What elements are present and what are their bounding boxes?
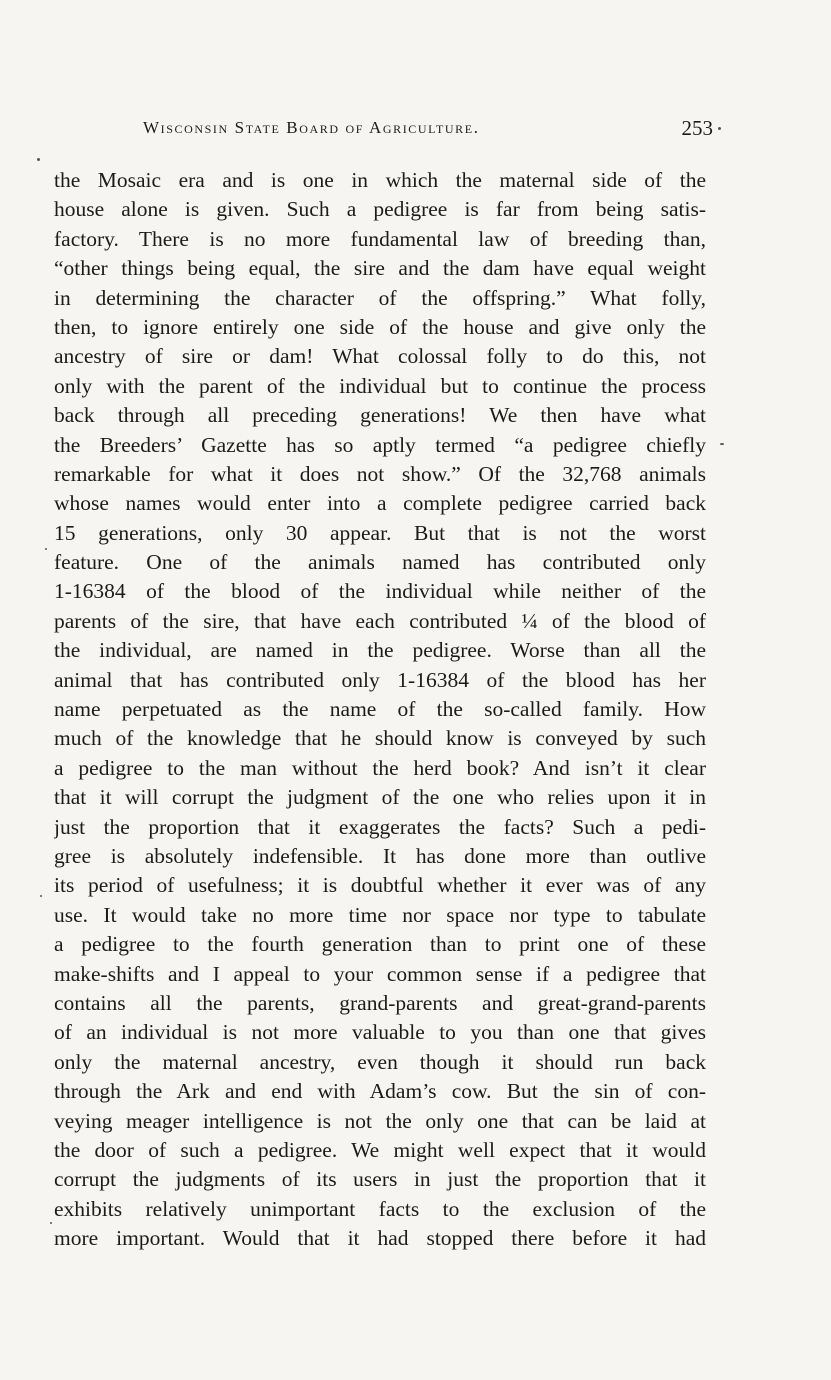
text-line: 1-16384 of the blood of the individual while neither of the <box>54 579 706 604</box>
text-line: in determining the character of the offspring.” What folly, <box>54 285 706 310</box>
text-line: the Mosaic era and is one in which the maternal side of the <box>54 168 706 192</box>
body-text <box>54 166 706 1253</box>
page-number: 253 <box>681 116 713 140</box>
text-line: the Breeders’ Gazette has so aptly termed “a pedigree chiefly <box>54 432 706 457</box>
text-line: a pedigree to the man without the herd book? And isn’t it clear <box>54 755 706 780</box>
text-line: just the proportion that it exaggerates the facts? Such a pedi- <box>54 814 706 839</box>
text-line: veying meager intelligence is not the only one that can be laid at <box>54 1108 706 1133</box>
text-line: parents of the sire, that have each contributed ¼ of the blood of <box>54 608 706 633</box>
text-line: use. It would take no more time nor space nor type to tabulate <box>54 902 706 927</box>
text-line: back through all preceding generations! We then have what <box>54 403 706 428</box>
text-line: feature. One of the animals named has contributed only <box>54 550 706 575</box>
text-line: the individual, are named in the pedigree. Worse than all the <box>54 638 706 663</box>
text-line: ancestry of sire or dam! What colossal folly to do this, not <box>54 344 706 369</box>
scan-speck <box>50 1222 52 1224</box>
text-line: then, to ignore entirely one side of the house and give only the <box>54 314 706 339</box>
text-line: through the Ark and end with Adam’s cow. But the sin of con- <box>54 1079 706 1104</box>
text-line: animal that has contributed only 1-16384 of the blood has her <box>54 667 706 692</box>
text-line: more important. Would that it had stopped there before it had <box>54 1226 706 1251</box>
text-line: name perpetuated as the name of the so-called family. How <box>54 697 706 722</box>
running-head-title: Wisconsin State Board of Agriculture. <box>143 118 480 137</box>
scan-speck <box>45 548 47 550</box>
text-line: 15 generations, only 30 appear. But that is not the worst <box>54 520 706 545</box>
text-line: much of the knowledge that he should know is conveyed by such <box>54 726 706 751</box>
text-line: corrupt the judgments of its users in just the proportion that it <box>54 1167 706 1192</box>
scan-speck <box>40 895 42 897</box>
text-line: remarkable for what it does not show.” Of the 32,768 animals <box>54 461 706 486</box>
text-line: contains all the parents, grand-parents and great-grand-parents <box>54 990 706 1015</box>
text-line: only the maternal ancestry, even though it should run back <box>54 1049 706 1074</box>
scan-speck <box>720 443 724 445</box>
text-line: “other things being equal, the sire and the dam have equal weight <box>54 256 706 281</box>
text-line: its period of usefulness; it is doubtful whether it ever was of any <box>54 873 706 898</box>
text-line: factory. There is no more fundamental law of breeding than, <box>54 226 706 251</box>
text-line: whose names would enter into a complete pedigree carried back <box>54 491 706 516</box>
scan-speck <box>718 127 721 130</box>
text-line: make-shifts and I appeal to your common sense if a pedigree that <box>54 961 706 986</box>
text-line: only with the parent of the individual but to continue the process <box>54 373 706 398</box>
text-line: of an individual is not more valuable to you than one that gives <box>54 1020 706 1045</box>
text-line: exhibits relatively unimportant facts to the exclusion of the <box>54 1196 706 1221</box>
text-line: a pedigree to the fourth generation than to print one of these <box>54 932 706 957</box>
scan-speck <box>37 158 40 161</box>
running-head <box>143 112 713 146</box>
text-line: house alone is given. Such a pedigree is far from being satis- <box>54 197 706 222</box>
text-line: that it will corrupt the judgment of the one who relies upon it in <box>54 785 706 810</box>
text-line: gree is absolutely indefensible. It has done more than outlive <box>54 843 706 868</box>
text-line: the door of such a pedigree. We might well expect that it would <box>54 1137 706 1162</box>
